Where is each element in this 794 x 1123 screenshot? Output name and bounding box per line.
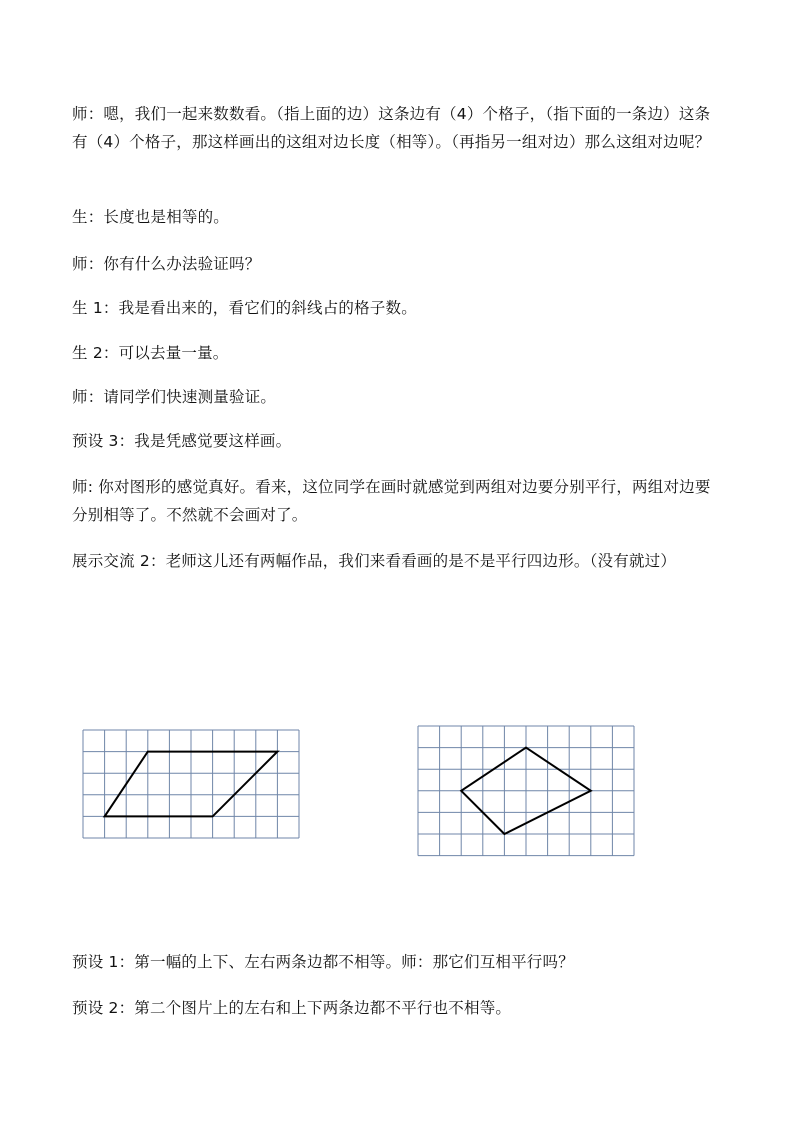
grid-lines bbox=[418, 726, 634, 856]
paragraph-preset-1: 预设 1：第一幅的上下、左右两条边都不相等。师：那它们互相平行吗？ bbox=[72, 953, 574, 971]
paragraph-teacher-question: 师：你有什么办法验证吗？ bbox=[72, 255, 261, 273]
paragraph-student-1: 生 1：我是看出来的，看它们的斜线占的格子数。 bbox=[72, 299, 417, 317]
paragraph-preset-3: 预设 3：我是凭感觉要这样画。 bbox=[72, 432, 292, 450]
paragraph-show-exchange-2: 展示交流 2：老师这儿还有两幅作品，我们来看看画的是不是平行四边形。（没有就过） bbox=[72, 552, 677, 570]
paragraph-preset-2: 预设 2：第二个图片上的左右和上下两条边都不平行也不相等。 bbox=[72, 999, 512, 1017]
grid-lines bbox=[83, 730, 299, 838]
figure-1 bbox=[82, 729, 301, 857]
figure-2 bbox=[417, 725, 636, 877]
paragraph-teacher-counting: 师：嗯，我们一起来数数看。（指上面的边）这条边有（4）个格子，（指下面的一条边）这条有（4）个格子，那这样画出的这组对边长度（相等）。（再指另一组对边）那么这组对边呢？ bbox=[72, 105, 711, 151]
grid-figure-2 bbox=[417, 725, 636, 877]
paragraph-student-2: 生 2：可以去量一量。 bbox=[72, 344, 229, 362]
paragraph-teacher-praise: 师: 你对图形的感觉真好。看来，这位同学在画时就感觉到两组对边要分别平行，两组对边要分别相等了。不然就不会画对了。 bbox=[72, 478, 711, 524]
paragraph-student-answer: 生：长度也是相等的。 bbox=[72, 208, 230, 226]
grid-figure-1 bbox=[82, 729, 301, 857]
paragraph-teacher-verify: 师：请同学们快速测量验证。 bbox=[72, 388, 277, 406]
